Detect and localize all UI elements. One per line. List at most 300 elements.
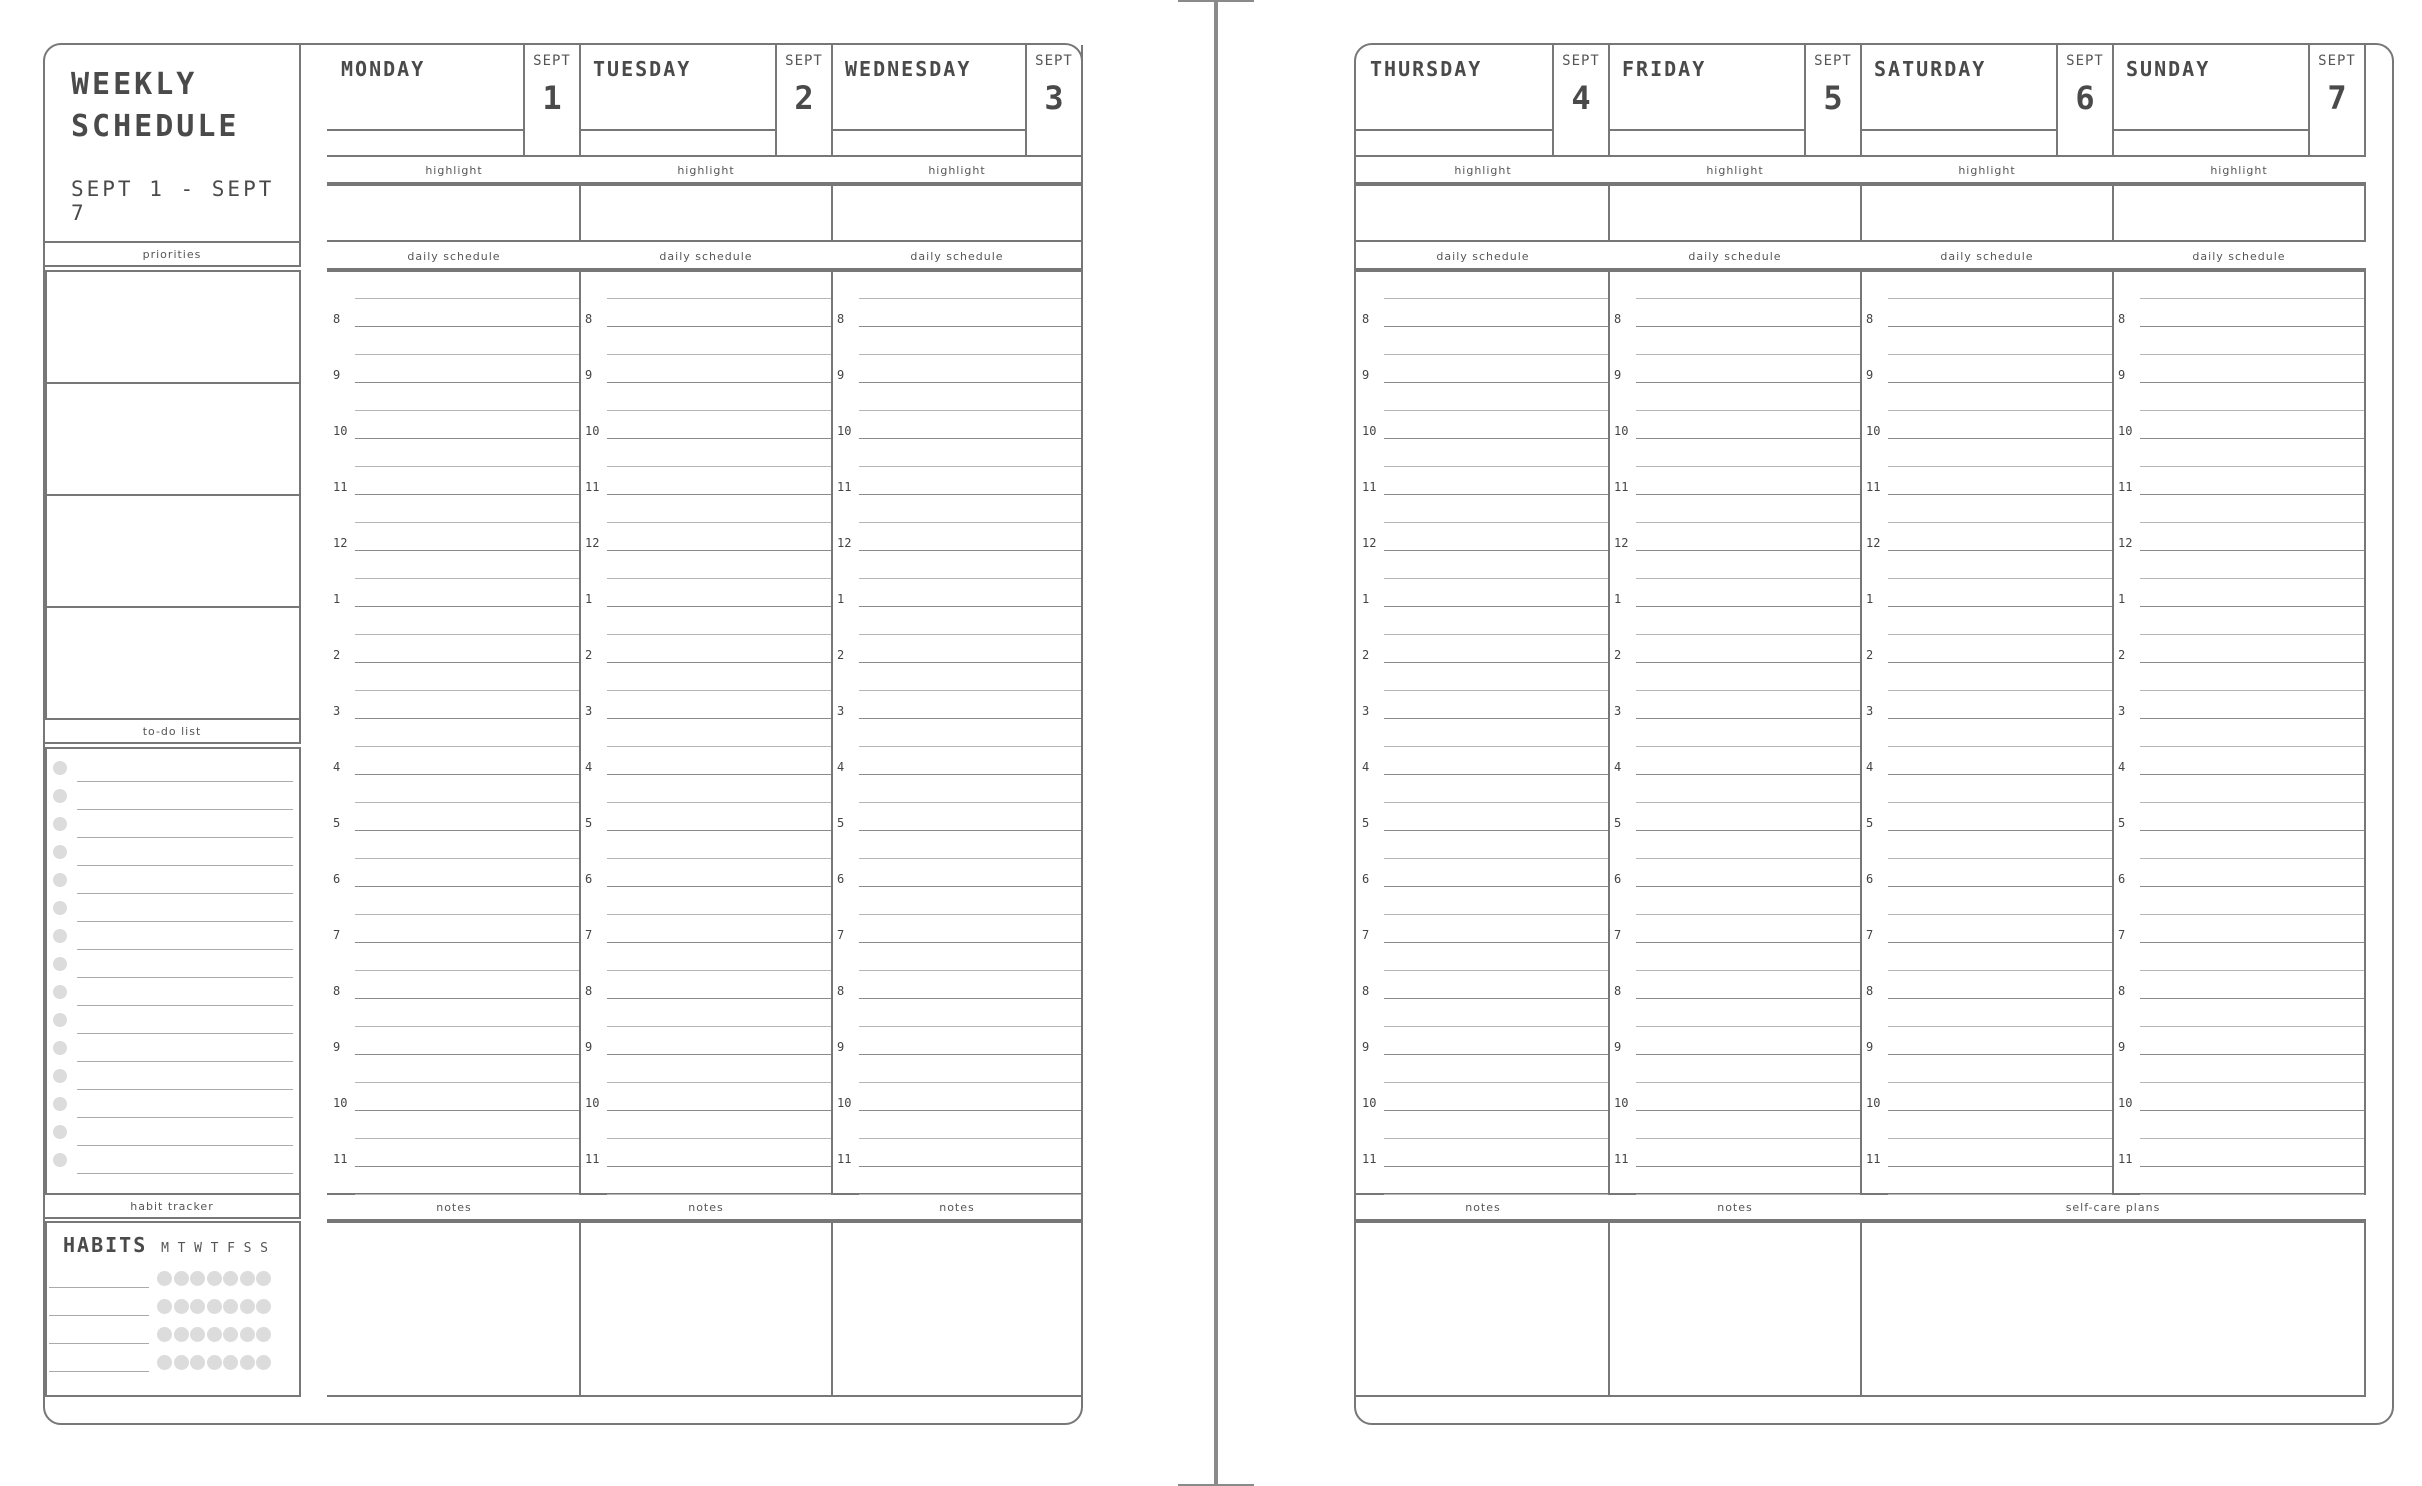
schedule-line[interactable] — [355, 970, 579, 971]
schedule-line[interactable] — [607, 690, 831, 691]
todo-item[interactable] — [53, 869, 293, 897]
schedule-line[interactable] — [355, 718, 579, 719]
habit-check-icon[interactable] — [190, 1327, 205, 1342]
schedule-line[interactable] — [1888, 662, 2112, 663]
todo-checkbox-icon[interactable] — [53, 1069, 67, 1083]
schedule-line[interactable] — [859, 494, 1081, 495]
self-care-box[interactable] — [1860, 1221, 2366, 1397]
habit-name-line[interactable] — [49, 1371, 149, 1372]
schedule-line[interactable] — [859, 858, 1081, 859]
schedule-line[interactable] — [1888, 298, 2112, 299]
habit-check-icon[interactable] — [157, 1327, 172, 1342]
habit-check-icon[interactable] — [256, 1327, 271, 1342]
schedule-line[interactable] — [1888, 1138, 2112, 1139]
schedule-line[interactable] — [607, 494, 831, 495]
habit-check-icon[interactable] — [240, 1271, 255, 1286]
schedule-line[interactable] — [607, 662, 831, 663]
schedule-line[interactable] — [355, 634, 579, 635]
schedule-line[interactable] — [1384, 690, 1608, 691]
schedule-line[interactable] — [1888, 858, 2112, 859]
habit-check-icon[interactable] — [157, 1355, 172, 1370]
schedule-line[interactable] — [1636, 578, 1860, 579]
schedule-line[interactable] — [1636, 942, 1860, 943]
schedule-line[interactable] — [607, 1110, 831, 1111]
schedule-line[interactable] — [607, 718, 831, 719]
schedule-line[interactable] — [1888, 634, 2112, 635]
schedule-line[interactable] — [607, 998, 831, 999]
habit-name-line[interactable] — [49, 1315, 149, 1316]
schedule-line[interactable] — [1636, 382, 1860, 383]
schedule-line[interactable] — [859, 466, 1081, 467]
schedule-line[interactable] — [1636, 326, 1860, 327]
schedule-line[interactable] — [1888, 1082, 2112, 1083]
schedule-line[interactable] — [1384, 606, 1608, 607]
schedule-line[interactable] — [859, 718, 1081, 719]
schedule-line[interactable] — [859, 662, 1081, 663]
schedule-line[interactable] — [355, 1054, 579, 1055]
schedule-line[interactable] — [607, 354, 831, 355]
day-subfield[interactable] — [831, 129, 1027, 155]
schedule-line[interactable] — [607, 634, 831, 635]
todo-item[interactable] — [53, 841, 293, 869]
schedule-line[interactable] — [2140, 690, 2364, 691]
habit-check-icon[interactable] — [256, 1271, 271, 1286]
schedule-line[interactable] — [859, 690, 1081, 691]
schedule-line[interactable] — [859, 830, 1081, 831]
schedule-line[interactable] — [1636, 494, 1860, 495]
schedule-line[interactable] — [607, 746, 831, 747]
schedule-line[interactable] — [1888, 830, 2112, 831]
notes-box[interactable] — [327, 1221, 581, 1397]
habit-check-icon[interactable] — [190, 1299, 205, 1314]
schedule-line[interactable] — [1636, 1026, 1860, 1027]
schedule-line[interactable] — [1384, 1166, 1608, 1167]
schedule-line[interactable] — [1888, 886, 2112, 887]
highlight-box[interactable] — [1356, 184, 1610, 242]
schedule-line[interactable] — [2140, 438, 2364, 439]
schedule-line[interactable] — [1384, 942, 1608, 943]
schedule-line[interactable] — [1888, 1166, 2112, 1167]
habit-check-icon[interactable] — [240, 1327, 255, 1342]
todo-item[interactable] — [53, 1121, 293, 1149]
schedule-line[interactable] — [1384, 1138, 1608, 1139]
schedule-line[interactable] — [1384, 550, 1608, 551]
schedule-line[interactable] — [1636, 354, 1860, 355]
schedule-line[interactable] — [1636, 970, 1860, 971]
todo-checkbox-icon[interactable] — [53, 1125, 67, 1139]
schedule-line[interactable] — [607, 1166, 831, 1167]
schedule-line[interactable] — [2140, 802, 2364, 803]
schedule-line[interactable] — [1384, 298, 1608, 299]
schedule-line[interactable] — [2140, 578, 2364, 579]
schedule-line[interactable] — [1384, 830, 1608, 831]
schedule-line[interactable] — [607, 886, 831, 887]
habit-check-icon[interactable] — [240, 1299, 255, 1314]
habit-check-icon[interactable] — [256, 1355, 271, 1370]
schedule-line[interactable] — [2140, 382, 2364, 383]
habit-check-icon[interactable] — [223, 1271, 238, 1286]
schedule-line[interactable] — [859, 606, 1081, 607]
todo-checkbox-icon[interactable] — [53, 845, 67, 859]
schedule-line[interactable] — [2140, 1166, 2364, 1167]
todo-checkbox-icon[interactable] — [53, 817, 67, 831]
schedule-line[interactable] — [1888, 522, 2112, 523]
schedule-line[interactable] — [2140, 970, 2364, 971]
day-subfield[interactable] — [2112, 129, 2310, 155]
schedule-line[interactable] — [2140, 1110, 2364, 1111]
habit-check-icon[interactable] — [240, 1355, 255, 1370]
schedule-line[interactable] — [1888, 774, 2112, 775]
schedule-line[interactable] — [859, 774, 1081, 775]
todo-checkbox-icon[interactable] — [53, 761, 67, 775]
schedule-line[interactable] — [1384, 494, 1608, 495]
schedule-line[interactable] — [1384, 998, 1608, 999]
todo-checkbox-icon[interactable] — [53, 1097, 67, 1111]
schedule-line[interactable] — [355, 466, 579, 467]
schedule-line[interactable] — [1384, 578, 1608, 579]
highlight-box[interactable] — [1608, 184, 1862, 242]
todo-item[interactable] — [53, 1149, 293, 1177]
notes-box[interactable] — [831, 1221, 1083, 1397]
schedule-line[interactable] — [1636, 298, 1860, 299]
schedule-line[interactable] — [1888, 382, 2112, 383]
habit-check-icon[interactable] — [207, 1355, 222, 1370]
schedule-line[interactable] — [355, 774, 579, 775]
schedule-line[interactable] — [859, 298, 1081, 299]
habit-check-icon[interactable] — [207, 1327, 222, 1342]
habit-check-icon[interactable] — [157, 1299, 172, 1314]
schedule-line[interactable] — [1636, 634, 1860, 635]
schedule-line[interactable] — [2140, 522, 2364, 523]
schedule-line[interactable] — [1384, 634, 1608, 635]
schedule-line[interactable] — [2140, 494, 2364, 495]
schedule-line[interactable] — [1384, 382, 1608, 383]
habit-check-icon[interactable] — [174, 1271, 189, 1286]
schedule-line[interactable] — [1384, 802, 1608, 803]
schedule-line[interactable] — [607, 606, 831, 607]
habit-check-icon[interactable] — [190, 1271, 205, 1286]
schedule-line[interactable] — [2140, 662, 2364, 663]
schedule-line[interactable] — [1384, 1110, 1608, 1111]
schedule-line[interactable] — [859, 634, 1081, 635]
schedule-line[interactable] — [1888, 606, 2112, 607]
schedule-line[interactable] — [2140, 1054, 2364, 1055]
schedule-line[interactable] — [1636, 1166, 1860, 1167]
schedule-line[interactable] — [859, 1166, 1081, 1167]
todo-checkbox-icon[interactable] — [53, 789, 67, 803]
day-subfield[interactable] — [579, 129, 777, 155]
schedule-line[interactable] — [355, 438, 579, 439]
schedule-line[interactable] — [607, 466, 831, 467]
highlight-box[interactable] — [831, 184, 1083, 242]
schedule-line[interactable] — [859, 354, 1081, 355]
schedule-line[interactable] — [607, 1082, 831, 1083]
schedule-line[interactable] — [607, 326, 831, 327]
schedule-line[interactable] — [355, 326, 579, 327]
schedule-line[interactable] — [2140, 298, 2364, 299]
schedule-line[interactable] — [1888, 690, 2112, 691]
schedule-line[interactable] — [355, 830, 579, 831]
schedule-line[interactable] — [1636, 1054, 1860, 1055]
schedule-line[interactable] — [1636, 606, 1860, 607]
schedule-line[interactable] — [1384, 914, 1608, 915]
schedule-line[interactable] — [1636, 1082, 1860, 1083]
todo-item[interactable] — [53, 1065, 293, 1093]
schedule-line[interactable] — [1384, 718, 1608, 719]
schedule-line[interactable] — [355, 1166, 579, 1167]
schedule-line[interactable] — [1888, 494, 2112, 495]
schedule-line[interactable] — [2140, 914, 2364, 915]
todo-checkbox-icon[interactable] — [53, 957, 67, 971]
schedule-line[interactable] — [2140, 1026, 2364, 1027]
schedule-line[interactable] — [355, 886, 579, 887]
habit-check-icon[interactable] — [256, 1299, 271, 1314]
schedule-line[interactable] — [355, 746, 579, 747]
schedule-line[interactable] — [1636, 718, 1860, 719]
habit-check-icon[interactable] — [174, 1355, 189, 1370]
schedule-line[interactable] — [607, 942, 831, 943]
schedule-line[interactable] — [859, 1110, 1081, 1111]
schedule-line[interactable] — [2140, 1138, 2364, 1139]
schedule-line[interactable] — [1888, 466, 2112, 467]
habit-check-icon[interactable] — [207, 1299, 222, 1314]
schedule-line[interactable] — [607, 970, 831, 971]
habit-check-icon[interactable] — [157, 1271, 172, 1286]
schedule-line[interactable] — [1888, 970, 2112, 971]
schedule-line[interactable] — [1888, 550, 2112, 551]
schedule-line[interactable] — [859, 914, 1081, 915]
schedule-line[interactable] — [607, 1026, 831, 1027]
habit-check-icon[interactable] — [223, 1327, 238, 1342]
schedule-line[interactable] — [859, 746, 1081, 747]
habit-check-icon[interactable] — [190, 1355, 205, 1370]
schedule-line[interactable] — [355, 1110, 579, 1111]
schedule-line[interactable] — [355, 494, 579, 495]
habit-check-icon[interactable] — [223, 1355, 238, 1370]
schedule-line[interactable] — [355, 382, 579, 383]
todo-item[interactable] — [53, 981, 293, 1009]
schedule-line[interactable] — [355, 1082, 579, 1083]
schedule-line[interactable] — [355, 410, 579, 411]
highlight-box[interactable] — [1860, 184, 2114, 242]
schedule-line[interactable] — [607, 1054, 831, 1055]
schedule-line[interactable] — [355, 802, 579, 803]
schedule-line[interactable] — [1636, 886, 1860, 887]
todo-checkbox-icon[interactable] — [53, 1041, 67, 1055]
schedule-line[interactable] — [859, 578, 1081, 579]
highlight-box[interactable] — [579, 184, 833, 242]
schedule-line[interactable] — [1384, 970, 1608, 971]
schedule-line[interactable] — [859, 942, 1081, 943]
schedule-line[interactable] — [2140, 466, 2364, 467]
todo-item[interactable] — [53, 925, 293, 953]
schedule-line[interactable] — [1384, 858, 1608, 859]
schedule-line[interactable] — [2140, 718, 2364, 719]
schedule-line[interactable] — [1636, 690, 1860, 691]
notes-box[interactable] — [579, 1221, 833, 1397]
schedule-line[interactable] — [1384, 746, 1608, 747]
schedule-line[interactable] — [355, 522, 579, 523]
schedule-line[interactable] — [1888, 354, 2112, 355]
schedule-line[interactable] — [1636, 410, 1860, 411]
schedule-line[interactable] — [859, 802, 1081, 803]
schedule-line[interactable] — [1636, 662, 1860, 663]
schedule-line[interactable] — [1888, 914, 2112, 915]
schedule-line[interactable] — [1636, 522, 1860, 523]
schedule-line[interactable] — [859, 998, 1081, 999]
todo-item[interactable] — [53, 1093, 293, 1121]
habit-check-icon[interactable] — [174, 1299, 189, 1314]
schedule-line[interactable] — [1888, 438, 2112, 439]
schedule-line[interactable] — [859, 1054, 1081, 1055]
schedule-line[interactable] — [1888, 326, 2112, 327]
schedule-line[interactable] — [355, 942, 579, 943]
schedule-line[interactable] — [355, 578, 579, 579]
schedule-line[interactable] — [607, 550, 831, 551]
schedule-line[interactable] — [859, 438, 1081, 439]
schedule-line[interactable] — [1636, 858, 1860, 859]
schedule-line[interactable] — [1888, 1026, 2112, 1027]
priorities-box[interactable] — [45, 270, 301, 720]
schedule-line[interactable] — [355, 1138, 579, 1139]
schedule-line[interactable] — [355, 298, 579, 299]
schedule-line[interactable] — [1636, 746, 1860, 747]
schedule-line[interactable] — [1636, 466, 1860, 467]
schedule-line[interactable] — [1384, 438, 1608, 439]
schedule-line[interactable] — [2140, 634, 2364, 635]
schedule-line[interactable] — [1384, 774, 1608, 775]
schedule-line[interactable] — [1384, 522, 1608, 523]
notes-box[interactable] — [1356, 1221, 1610, 1397]
schedule-line[interactable] — [355, 690, 579, 691]
schedule-line[interactable] — [607, 858, 831, 859]
schedule-line[interactable] — [1888, 718, 2112, 719]
todo-item[interactable] — [53, 897, 293, 925]
schedule-line[interactable] — [355, 606, 579, 607]
todo-checkbox-icon[interactable] — [53, 985, 67, 999]
todo-item[interactable] — [53, 757, 293, 785]
schedule-line[interactable] — [607, 914, 831, 915]
schedule-line[interactable] — [2140, 606, 2364, 607]
schedule-line[interactable] — [1636, 1110, 1860, 1111]
schedule-line[interactable] — [859, 886, 1081, 887]
schedule-line[interactable] — [1636, 774, 1860, 775]
schedule-line[interactable] — [2140, 998, 2364, 999]
schedule-line[interactable] — [1888, 746, 2112, 747]
schedule-line[interactable] — [1384, 886, 1608, 887]
schedule-line[interactable] — [2140, 830, 2364, 831]
schedule-line[interactable] — [2140, 354, 2364, 355]
todo-item[interactable] — [53, 785, 293, 813]
schedule-line[interactable] — [2140, 410, 2364, 411]
schedule-line[interactable] — [1636, 802, 1860, 803]
schedule-line[interactable] — [355, 998, 579, 999]
todo-checkbox-icon[interactable] — [53, 873, 67, 887]
schedule-line[interactable] — [607, 830, 831, 831]
schedule-line[interactable] — [859, 522, 1081, 523]
schedule-line[interactable] — [607, 1138, 831, 1139]
notes-box[interactable] — [1608, 1221, 1862, 1397]
schedule-line[interactable] — [1888, 410, 2112, 411]
schedule-line[interactable] — [2140, 746, 2364, 747]
schedule-line[interactable] — [2140, 774, 2364, 775]
schedule-line[interactable] — [859, 970, 1081, 971]
schedule-line[interactable] — [859, 326, 1081, 327]
schedule-line[interactable] — [1888, 578, 2112, 579]
highlight-box[interactable] — [327, 184, 581, 242]
todo-item[interactable] — [53, 953, 293, 981]
schedule-line[interactable] — [859, 550, 1081, 551]
schedule-line[interactable] — [859, 1026, 1081, 1027]
schedule-line[interactable] — [2140, 326, 2364, 327]
schedule-line[interactable] — [1636, 830, 1860, 831]
day-subfield[interactable] — [327, 129, 525, 155]
schedule-line[interactable] — [1888, 802, 2112, 803]
schedule-line[interactable] — [355, 858, 579, 859]
schedule-line[interactable] — [1888, 1054, 2112, 1055]
todo-item[interactable] — [53, 813, 293, 841]
habit-name-line[interactable] — [49, 1287, 149, 1288]
schedule-line[interactable] — [2140, 858, 2364, 859]
schedule-line[interactable] — [2140, 1082, 2364, 1083]
schedule-line[interactable] — [2140, 550, 2364, 551]
habit-name-line[interactable] — [49, 1343, 149, 1344]
schedule-line[interactable] — [1888, 942, 2112, 943]
schedule-line[interactable] — [1888, 1110, 2112, 1111]
schedule-line[interactable] — [859, 1082, 1081, 1083]
schedule-line[interactable] — [1636, 550, 1860, 551]
schedule-line[interactable] — [1636, 998, 1860, 999]
schedule-line[interactable] — [859, 410, 1081, 411]
todo-checkbox-icon[interactable] — [53, 1153, 67, 1167]
schedule-line[interactable] — [1888, 998, 2112, 999]
schedule-line[interactable] — [1636, 1138, 1860, 1139]
habit-check-icon[interactable] — [174, 1327, 189, 1342]
schedule-line[interactable] — [1384, 326, 1608, 327]
schedule-line[interactable] — [859, 382, 1081, 383]
schedule-line[interactable] — [2140, 942, 2364, 943]
day-subfield[interactable] — [1608, 129, 1806, 155]
schedule-line[interactable] — [1636, 914, 1860, 915]
schedule-line[interactable] — [607, 438, 831, 439]
todo-checkbox-icon[interactable] — [53, 1013, 67, 1027]
schedule-line[interactable] — [355, 550, 579, 551]
schedule-line[interactable] — [1384, 1026, 1608, 1027]
todo-item[interactable] — [53, 1037, 293, 1065]
schedule-line[interactable] — [1384, 466, 1608, 467]
highlight-box[interactable] — [2112, 184, 2366, 242]
schedule-line[interactable] — [607, 298, 831, 299]
habit-check-icon[interactable] — [207, 1271, 222, 1286]
todo-checkbox-icon[interactable] — [53, 929, 67, 943]
day-subfield[interactable] — [1860, 129, 2058, 155]
schedule-line[interactable] — [2140, 886, 2364, 887]
todo-checkbox-icon[interactable] — [53, 901, 67, 915]
schedule-line[interactable] — [607, 774, 831, 775]
schedule-line[interactable] — [607, 382, 831, 383]
schedule-line[interactable] — [1384, 1082, 1608, 1083]
schedule-line[interactable] — [607, 522, 831, 523]
schedule-line[interactable] — [607, 802, 831, 803]
schedule-line[interactable] — [1384, 410, 1608, 411]
schedule-line[interactable] — [355, 1026, 579, 1027]
schedule-line[interactable] — [1384, 662, 1608, 663]
schedule-line[interactable] — [1636, 438, 1860, 439]
schedule-line[interactable] — [355, 354, 579, 355]
schedule-line[interactable] — [1384, 1054, 1608, 1055]
schedule-line[interactable] — [859, 1138, 1081, 1139]
day-subfield[interactable] — [1356, 129, 1554, 155]
